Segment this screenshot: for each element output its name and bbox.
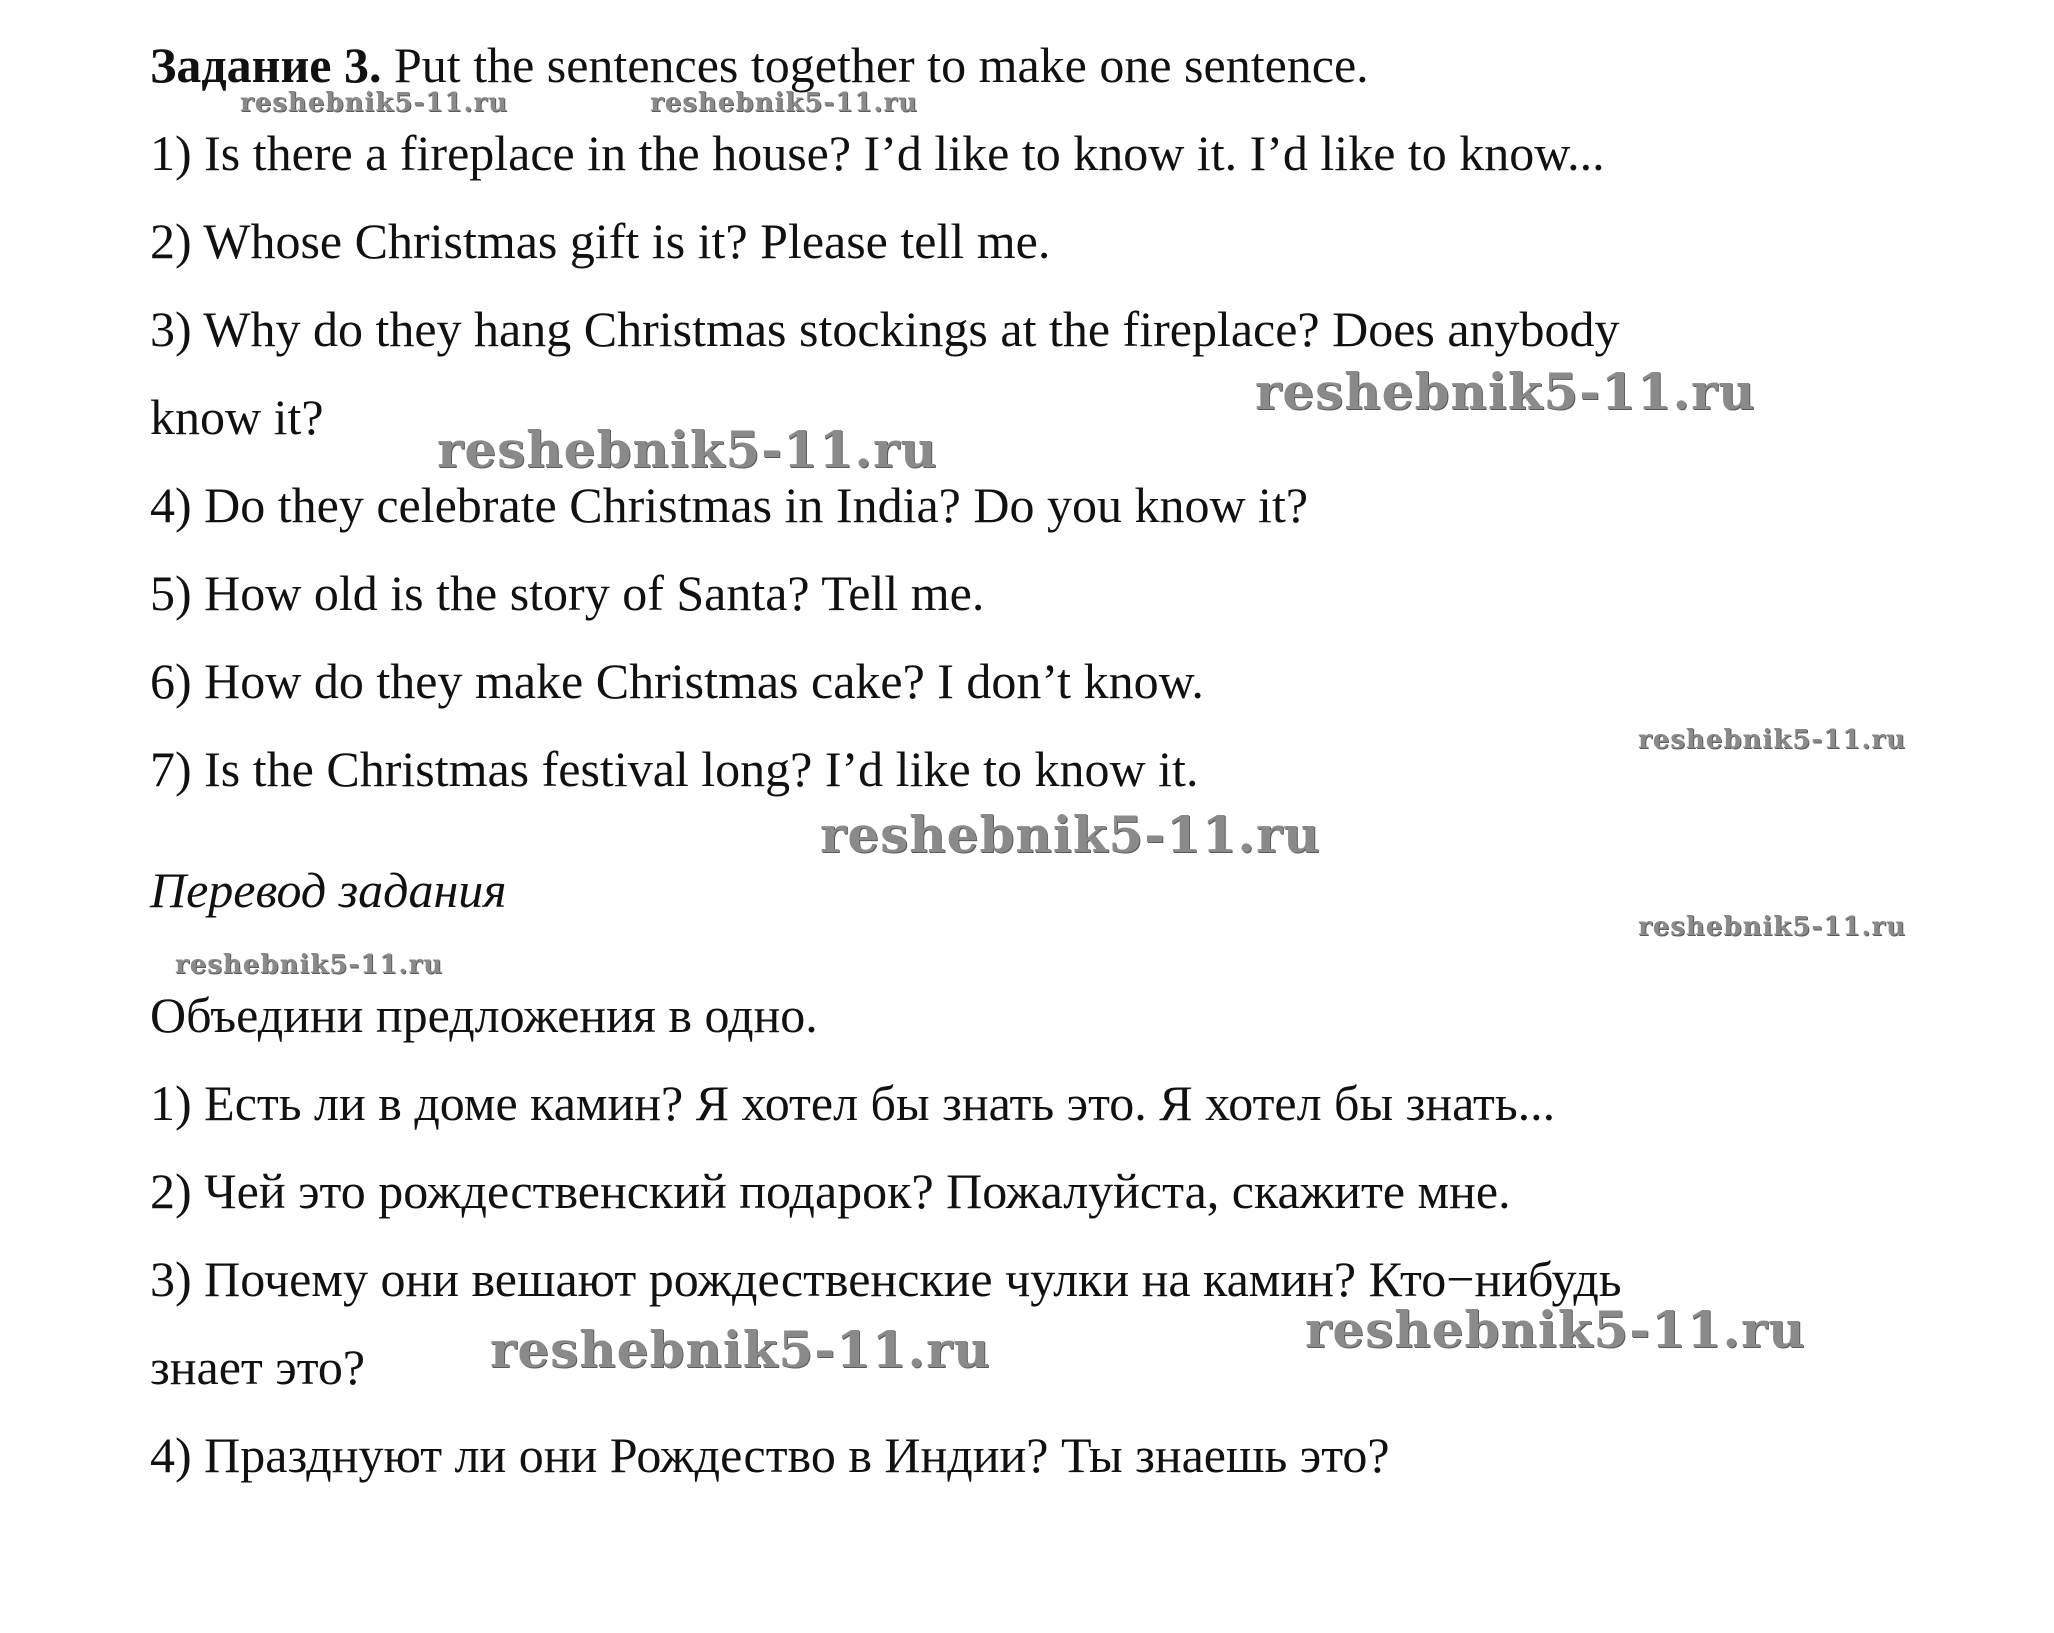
english-item-3: 3) Why do they hang Christmas stockings at the fireplace? Does anybody [150,301,1620,357]
task-label: Задание 3. [150,37,382,93]
watermark: reshebnik5-11.ru [240,88,509,118]
watermark: reshebnik5-11.ru [437,420,938,479]
task-title [150,35,1369,95]
russian-item-1: 1) Есть ли в доме камин? Я хотел бы знать это. Я хотел бы знать... [150,1075,1556,1131]
english-item-5: 5) How old is the story of Santa? Tell me. [150,565,985,621]
english-item-3-cont: know it? [150,389,324,445]
russian-item-4: 4) Празднуют ли они Рождество в Индии? Ты знаешь это? [150,1427,1390,1483]
watermark: reshebnik5-11.ru [1638,725,1907,755]
watermark: reshebnik5-11.ru [1305,1300,1806,1359]
english-item-6: 6) How do they make Christmas cake? I don’t know. [150,653,1204,709]
russian-item-2: 2) Чей это рождественский подарок? Пожалуйста, скажите мне. [150,1163,1511,1219]
translation-instruction: Объедини предложения в одно. [150,987,818,1043]
russian-item-3: 3) Почему они вешают рождественские чулки на камин? Кто−нибудь [150,1251,1622,1307]
task-instruction: Put the sentences together to make one sentence. [394,37,1369,93]
translation-heading: Перевод задания [150,862,507,918]
watermark: reshebnik5-11.ru [490,1320,991,1379]
watermark: reshebnik5-11.ru [1638,912,1907,942]
watermark: reshebnik5-11.ru [650,88,919,118]
watermark: reshebnik5-11.ru [820,805,1321,864]
english-item-4: 4) Do they celebrate Christmas in India? Do you know it? [150,477,1309,533]
english-item-2: 2) Whose Christmas gift is it? Please tell me. [150,213,1051,269]
watermark: reshebnik5-11.ru [175,950,444,980]
watermark: reshebnik5-11.ru [1255,362,1756,421]
english-item-7: 7) Is the Christmas festival long? I’d like to know it. [150,741,1199,797]
russian-item-3-cont: знает это? [150,1339,366,1395]
english-item-1: 1) Is there a fireplace in the house? I’d like to know it. I’d like to know... [150,125,1605,181]
